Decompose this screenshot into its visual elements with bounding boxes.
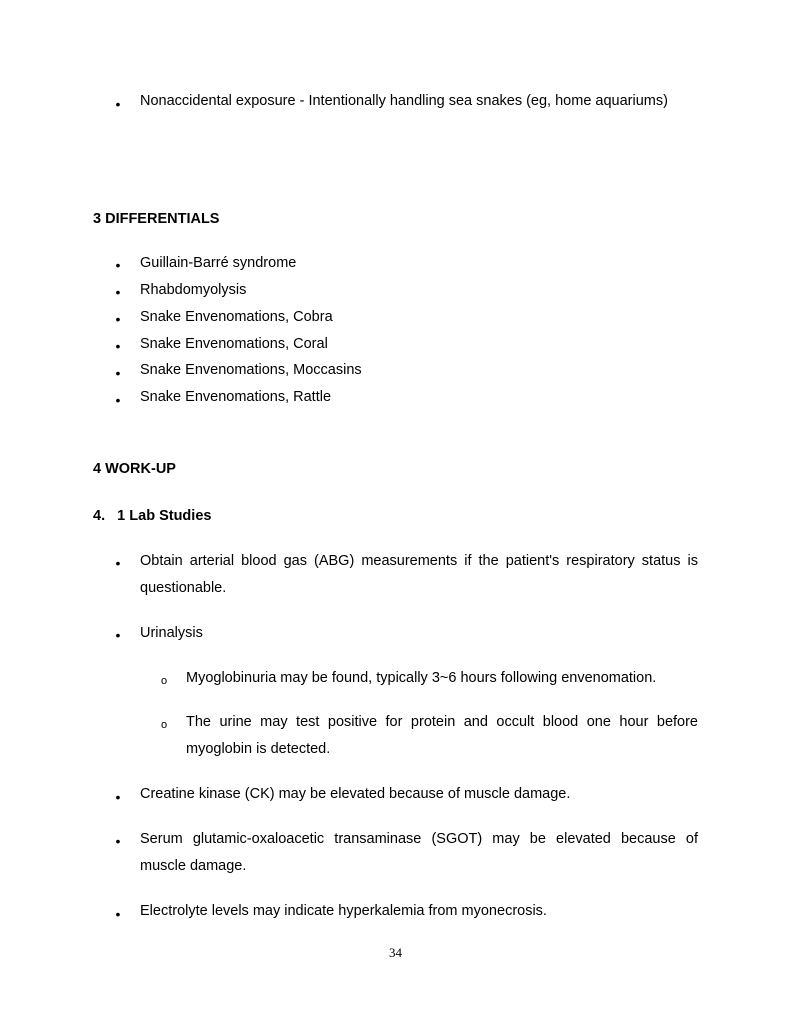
workup-item: Serum glutamic-oxaloacetic transaminase (SGOT) may be elevated because of muscle damage. — [140, 831, 698, 874]
intro-bullet-text: Nonaccidental exposure - Intentionally handling sea snakes (eg, home aquariums) — [140, 93, 668, 109]
lab-studies-heading: 4. 1 Lab Studies — [93, 508, 212, 524]
bullet-icon: • — [115, 789, 121, 805]
bullet-icon: • — [115, 96, 121, 112]
workup-item: Electrolyte levels may indicate hyperkalemia from myonecrosis. — [140, 903, 547, 919]
differential-item: Snake Envenomations, Rattle — [140, 389, 332, 405]
differential-item: Snake Envenomations, Coral — [140, 336, 328, 352]
circle-bullet-icon: o — [161, 675, 168, 687]
bullet-icon: • — [115, 833, 121, 849]
workup-heading: 4 WORK-UP — [93, 461, 176, 477]
differentials-heading: 3 DIFFERENTIALS — [93, 211, 220, 227]
workup-item: Obtain arterial blood gas (ABG) measurements if the patient's respiratory status is questionable. — [140, 553, 698, 596]
bullet-icon: • — [115, 311, 121, 327]
workup-item: Creatine kinase (CK) may be elevated because of muscle damage. — [140, 786, 571, 802]
differential-item: Guillain-Barré syndrome — [140, 255, 297, 271]
differential-item: Rhabdomyolysis — [140, 282, 247, 298]
bullet-icon: • — [115, 365, 121, 381]
bullet-icon: • — [115, 338, 121, 354]
workup-item: Urinalysis — [140, 625, 203, 641]
bullet-icon: • — [115, 555, 121, 571]
differential-item: Snake Envenomations, Moccasins — [140, 362, 362, 378]
bullet-icon: • — [115, 257, 121, 273]
bullet-icon: • — [115, 284, 121, 300]
page-number: 34 — [389, 945, 402, 960]
bullet-icon: • — [115, 392, 121, 408]
circle-bullet-icon: o — [161, 719, 168, 731]
bullet-icon: • — [115, 906, 121, 922]
differential-item: Snake Envenomations, Cobra — [140, 309, 333, 325]
urinalysis-subitem: Myoglobinuria may be found, typically 3~6 hours following envenomation. — [186, 670, 657, 686]
bullet-icon: • — [115, 627, 121, 643]
urinalysis-subitem: The urine may test positive for protein and occult blood one hour before myoglobin is detected. — [186, 714, 698, 757]
